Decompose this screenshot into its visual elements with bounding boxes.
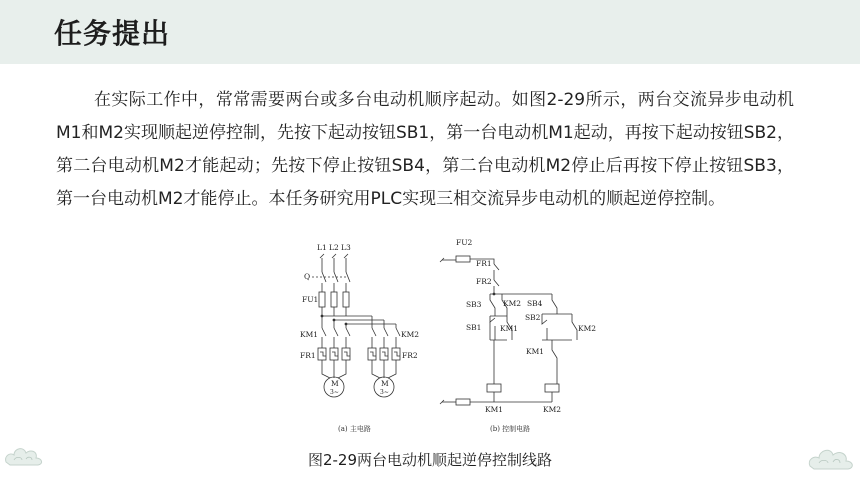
main-label-l2: L2 — [329, 243, 339, 252]
motor-m1-phase: 3~ — [330, 389, 339, 396]
ctrl-label-km2-no: KM2 — [578, 324, 597, 333]
main-label-l3: L3 — [341, 243, 351, 252]
cloud-ornament-left-icon — [2, 436, 48, 470]
main-label-q: Q — [304, 272, 311, 281]
header-bar — [0, 0, 860, 64]
main-label-km2: KM2 — [401, 330, 420, 339]
main-label-fr2: FR2 — [402, 351, 418, 360]
ctrl-label-fr1: FR1 — [476, 259, 492, 268]
ctrl-label-km1-coil: KM1 — [485, 405, 504, 414]
figure-caption: 图2-29两台电动机顺起逆停控制线路 — [307, 451, 553, 469]
ctrl-label-km1-no: KM1 — [500, 324, 519, 333]
main-label-km1: KM1 — [300, 330, 319, 339]
ctrl-label-fr2: FR2 — [476, 277, 492, 286]
ctrl-label-km2-nc: KM2 — [503, 299, 522, 308]
motor-m2-label: M — [381, 379, 389, 388]
ctrl-label-sb3: SB3 — [466, 300, 482, 309]
main-circuit-subcaption: (a) 主电路 — [338, 425, 371, 433]
control-circuit-diagram — [440, 238, 596, 433]
task-paragraph: 在实际工作中，常常需要两台或多台电动机顺序起动。如图2-29所示，两台交流异步电动机M1和M2实现顺起逆停控制，先按下起动按钮SB1，第一台电动机M1起动，再按下起动按钮SB2，第二台电动机M2才能起动；先按下停止按钮SB4，第二台电动机M2停止后再按下停止按钮SB3，第一台电动机M2才能停止。本任务研究用PLC实现三相交流异步电动机的顺起逆停控制。 — [56, 90, 794, 209]
cloud-ornament-right-icon — [804, 436, 858, 474]
page-title: 任务提出 — [54, 17, 171, 50]
control-circuit-subcaption: (b) 控制电路 — [490, 425, 531, 433]
ctrl-label-sb4: SB4 — [527, 299, 543, 308]
main-label-fr1: FR1 — [300, 351, 316, 360]
ctrl-label-sb1: SB1 — [466, 323, 482, 332]
ctrl-label-sb2: SB2 — [525, 313, 541, 322]
motor-m1-label: M — [331, 379, 339, 388]
main-circuit-diagram — [300, 243, 419, 433]
ctrl-label-km2-coil: KM2 — [543, 405, 562, 414]
motor-m2-phase: 3~ — [380, 389, 389, 396]
main-label-fu1: FU1 — [302, 295, 319, 304]
circuit-figure — [290, 236, 600, 438]
ctrl-label-km1-interlock: KM1 — [526, 347, 545, 356]
ctrl-label-fu2: FU2 — [456, 238, 473, 247]
main-label-l1: L1 — [317, 243, 327, 252]
